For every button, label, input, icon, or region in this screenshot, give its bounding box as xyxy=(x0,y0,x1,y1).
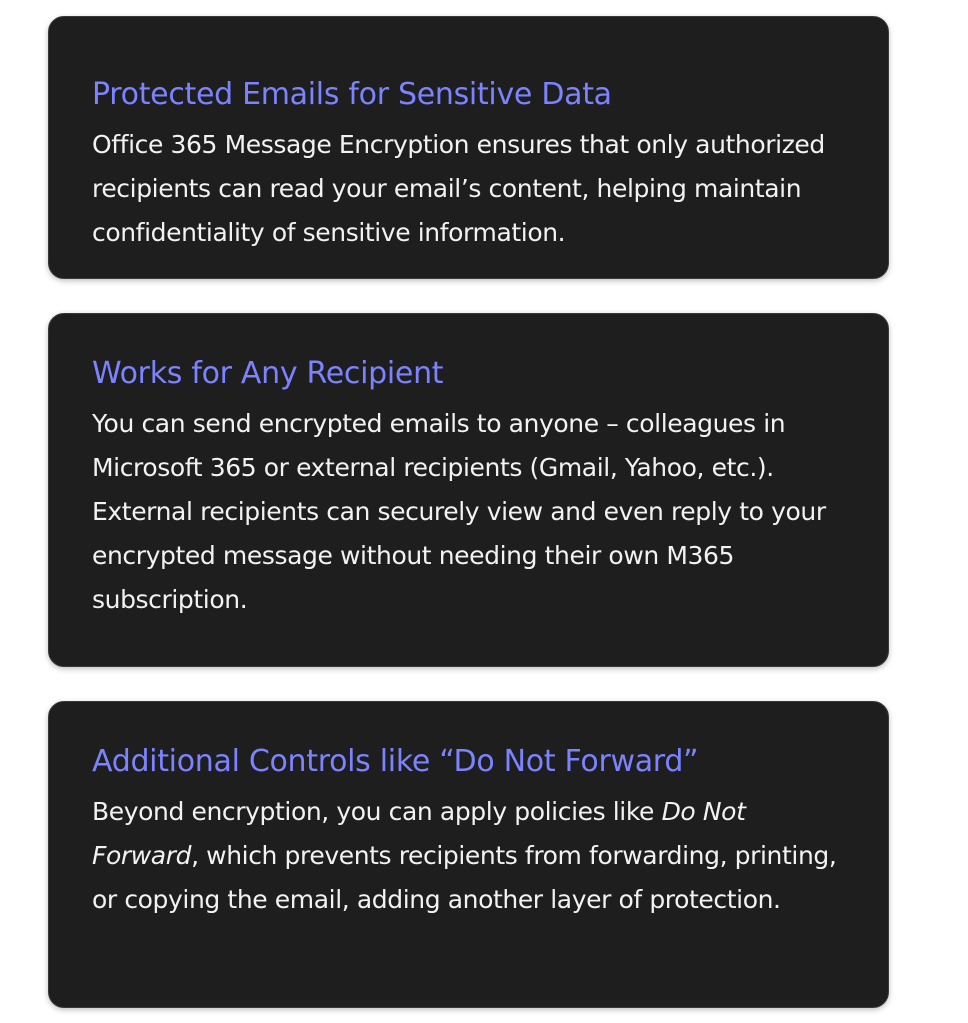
feature-card-additional-controls xyxy=(48,701,889,1008)
card-description xyxy=(92,790,848,922)
card-description: You can send encrypted emails to anyone – colleagues in Microsoft 365 or external recipients (Gmail, Yahoo, etc.). External recipients can securely view and even reply to your encrypted message without needing their own M365 subscription. xyxy=(92,409,826,614)
card-description-tail: , which prevents recipients from forwarding, printing, or copying the email, adding another layer of protection. xyxy=(92,841,837,914)
card-description: Office 365 Message Encryption ensures that only authorized recipients can read your email’s content, helping maintain confidentiality of sensitive information. xyxy=(92,130,825,247)
feature-card-protected-emails xyxy=(48,16,889,279)
feature-card-any-recipient xyxy=(48,313,889,667)
card-title: Works for Any Recipient xyxy=(92,356,444,391)
card-title: Protected Emails for Sensitive Data xyxy=(92,77,612,112)
card-description-lead: Beyond encryption, you can apply policies like xyxy=(92,797,662,826)
card-title: Additional Controls like “Do Not Forward” xyxy=(92,744,699,779)
do-not-forward-emphasis: Do Not Forward xyxy=(92,797,746,870)
